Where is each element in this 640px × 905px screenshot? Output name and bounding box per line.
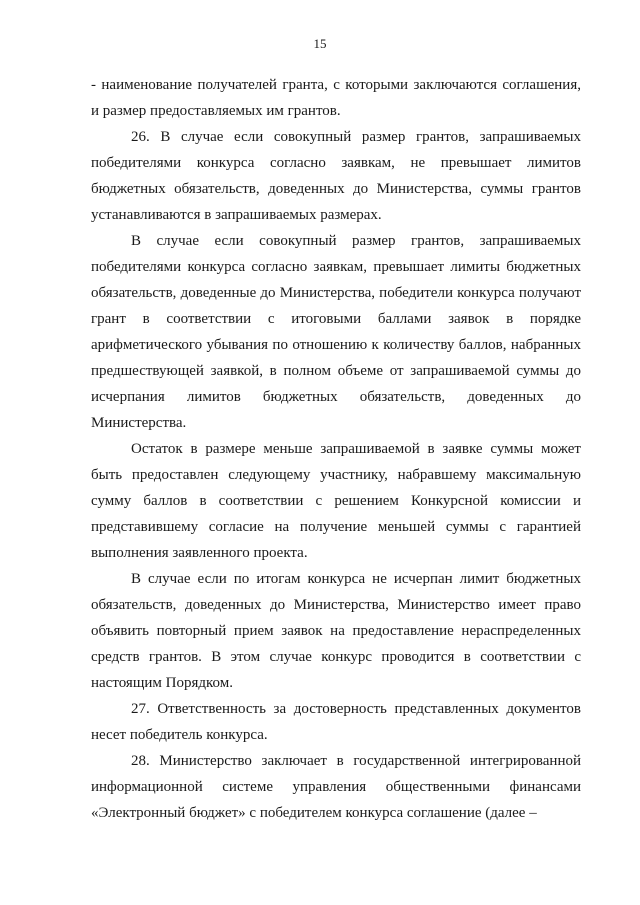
document-body <box>91 72 581 826</box>
paragraph-grant-recipients: - наименование получателей гранта, с которыми заключаются соглашения, и размер предоставляемых им грантов. <box>91 77 581 119</box>
paragraph-28: 28. Министерство заключает в государственной интегрированной информационной системе управления общественными финансами «Электронный бюджет» с победителем конкурса соглашение (далее – <box>91 753 581 821</box>
paragraph-27: 27. Ответственность за достоверность представленных документов несет победитель конкурса. <box>91 701 581 743</box>
page-number: 15 <box>313 36 327 51</box>
paragraph-26: 26. В случае если совокупный размер грантов, запрашиваемых победителями конкурса согласно заявкам, не превышает лимитов бюджетных обязательств, доведенных до Министерства, суммы грантов устанавливаются в запрашиваемых размерах. <box>91 129 581 223</box>
paragraph-limit-exceeded: В случае если совокупный размер грантов, запрашиваемых победителями конкурса согласно заявкам, превышает лимиты бюджетных обязательств, доведенные до Министерства, победители конкурса получают грант в соответствии с итоговыми баллами заявок в порядке арифметического убывания по отношению к количеству баллов, набранных предшествующей заявкой, в полном объеме от запрашиваемой суммы до исчерпания лимитов бюджетных обязательств, доведенных до Министерства. <box>91 233 581 431</box>
paragraph-remainder: Остаток в размере меньше запрашиваемой в заявке суммы может быть предоставлен следующему участнику, набравшему максимальную сумму баллов в соответствии с решением Конкурсной комиссии и представившему согласие на получение меньшей суммы с гарантией выполнения заявленного проекта. <box>91 441 581 561</box>
paragraph-repeat-intake: В случае если по итогам конкурса не исчерпан лимит бюджетных обязательств, доведенных до Министерства, Министерство имеет право объявить повторный прием заявок на предоставление нераспределенных средств грантов. В этом случае конкурс проводится в соответствии с настоящим Порядком. <box>91 571 581 691</box>
